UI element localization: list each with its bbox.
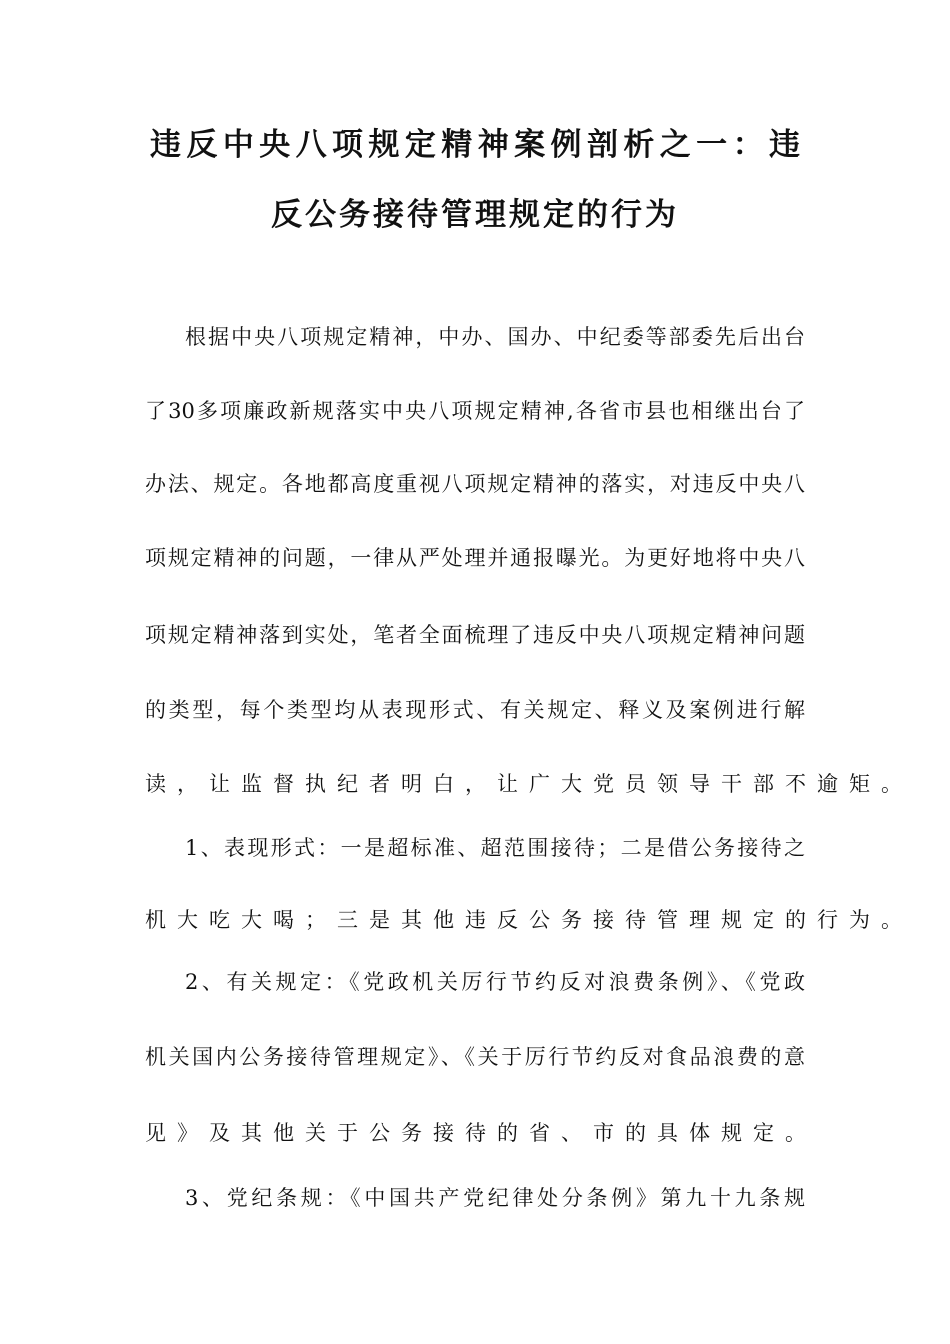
- paragraph-1-line: 办法、规定。各地都高度重视八项规定精神的落实，对违反中央八: [145, 472, 805, 496]
- paragraph-3-line: 2、有关规定：《党政机关厉行节约反对浪费条例》、《党政: [185, 970, 805, 994]
- paragraph-3-line: 见》及其他关于公务接待的省、市的具体规定。: [145, 1121, 817, 1145]
- paragraph-2-line: 机大吃大喝；三是其他违反公务接待管理规定的行为。: [145, 908, 913, 932]
- paragraph-1-line: 了30多项廉政新规落实中央八项规定精神,各省市县也相继出台了: [145, 399, 805, 423]
- paragraph-4-line: 3、党纪条规：《中国共产党纪律处分条例》第九十九条规: [185, 1186, 805, 1210]
- paragraph-1-line: 项规定精神的问题，一律从严处理并通报曝光。为更好地将中央八: [145, 546, 805, 570]
- document-title-line-2: 反公务接待管理规定的行为: [271, 197, 679, 233]
- paragraph-1-line: 的类型，每个类型均从表现形式、有关规定、释义及案例进行解: [145, 698, 805, 722]
- document-title-line-1: 违反中央八项规定精神案例剖析之一：违: [150, 127, 800, 163]
- paragraph-1-line: 根据中央八项规定精神，中办、国办、中纪委等部委先后出台: [185, 325, 805, 349]
- paragraph-1-line: 项规定精神落到实处，笔者全面梳理了违反中央八项规定精神问题: [145, 623, 805, 647]
- paragraph-3-line: 机关国内公务接待管理规定》、《关于厉行节约反对食品浪费的意: [145, 1045, 805, 1069]
- paragraph-1-line: 读，让监督执纪者明白，让广大党员领导干部不逾矩。: [145, 772, 913, 796]
- paragraph-2-line: 1、表现形式：一是超标准、超范围接待；二是借公务接待之: [185, 836, 805, 860]
